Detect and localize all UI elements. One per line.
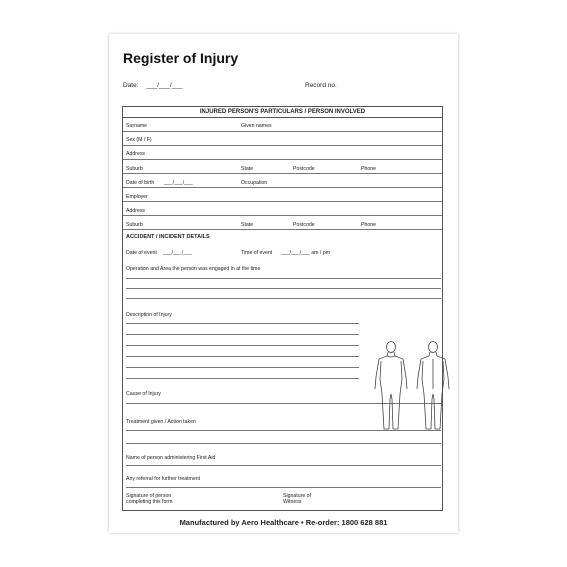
description-label: Description of Injury — [126, 312, 172, 318]
time-of-event-blank: ___/___/___ am / pm — [281, 250, 331, 256]
signature-witness-label-1: Signature of — [283, 493, 311, 499]
sex-row[interactable] — [123, 132, 442, 146]
signature-witness-label-2: Witness — [283, 499, 302, 505]
date-blank: ___/___/___ — [146, 82, 183, 89]
employer-postcode-label: Postcode — [293, 222, 315, 228]
suburb-label: Suburb — [126, 166, 143, 172]
postcode-label: Postcode — [293, 166, 315, 172]
injury-register-form-sheet — [109, 34, 458, 533]
description-line-3[interactable] — [126, 345, 359, 346]
operation-area-label: Operation and Area the person was engaged in at the time — [126, 266, 261, 272]
operation-line-3[interactable] — [126, 298, 441, 299]
description-line-4[interactable] — [126, 356, 359, 357]
particulars-section-title: INJURED PERSON'S PARTICULARS / PERSON INVOLVED — [123, 107, 442, 118]
description-line-6[interactable] — [126, 378, 359, 379]
operation-line-1[interactable] — [126, 278, 441, 279]
first-aid-line[interactable] — [126, 465, 441, 466]
operation-line-2[interactable] — [126, 288, 441, 289]
time-of-event-label: Time of event — [241, 250, 273, 256]
employer-suburb-label: Suburb — [126, 222, 143, 228]
referral-line[interactable] — [126, 487, 441, 488]
manufacturer-footer: Manufactured by Aero Healthcare • Re-order: 1800 628 881 — [179, 518, 388, 527]
phone-label: Phone — [361, 166, 377, 172]
signature-person-field[interactable] — [126, 493, 172, 505]
first-aid-label: Name of person administering First Aid — [126, 455, 216, 461]
sex-label: Sex (M / F) — [126, 137, 152, 143]
record-number-label: Record no. — [305, 82, 337, 89]
given-names-label: Given names — [241, 123, 272, 129]
surname-row[interactable] — [123, 118, 442, 132]
form-title: Register of Injury — [123, 50, 239, 66]
employer-phone-label: Phone — [361, 222, 377, 228]
surname-label: Surname — [126, 123, 148, 129]
accident-section-title: ACCIDENT / INCIDENT DETAILS — [126, 234, 210, 240]
date-label: Date: — [123, 82, 139, 89]
employer-label: Employer — [126, 194, 148, 200]
record-number-field[interactable] — [305, 82, 337, 89]
treatment-label: Treatment given / Action taken — [126, 419, 196, 425]
address-row[interactable] — [123, 146, 442, 160]
date-field[interactable] — [123, 82, 183, 89]
employer-row[interactable] — [123, 188, 442, 202]
state-label: State — [241, 166, 254, 172]
employer-address-row[interactable] — [123, 202, 442, 216]
description-line-5[interactable] — [126, 367, 359, 368]
address-label: Address — [126, 151, 146, 157]
body-diagram-icon[interactable] — [373, 339, 458, 434]
event-row[interactable] — [123, 242, 442, 258]
referral-label: Any referral for further treatment — [126, 476, 201, 482]
employer-address-label: Address — [126, 208, 146, 214]
signature-witness-field[interactable] — [283, 493, 311, 505]
dob-label: Date of birth — [126, 180, 155, 186]
occupation-label: Occupation — [241, 180, 268, 186]
description-line-2[interactable] — [126, 334, 359, 335]
dob-row[interactable] — [123, 174, 442, 188]
dob-blank: ___/___/___ — [164, 180, 193, 186]
signature-person-label-2: completing this form — [126, 499, 173, 505]
suburb-row[interactable] — [123, 160, 442, 174]
particulars-form — [122, 106, 443, 511]
employer-state-label: State — [241, 222, 254, 228]
date-of-event-label: Date of event — [126, 250, 157, 256]
treatment-line-2[interactable] — [126, 443, 441, 444]
cause-label: Cause of Injury — [126, 391, 161, 397]
signature-person-label-1: Signature of person — [126, 493, 172, 499]
employer-suburb-row[interactable] — [123, 216, 442, 230]
description-line-1[interactable] — [126, 323, 359, 324]
date-of-event-blank: ___/___/___ — [163, 250, 192, 256]
